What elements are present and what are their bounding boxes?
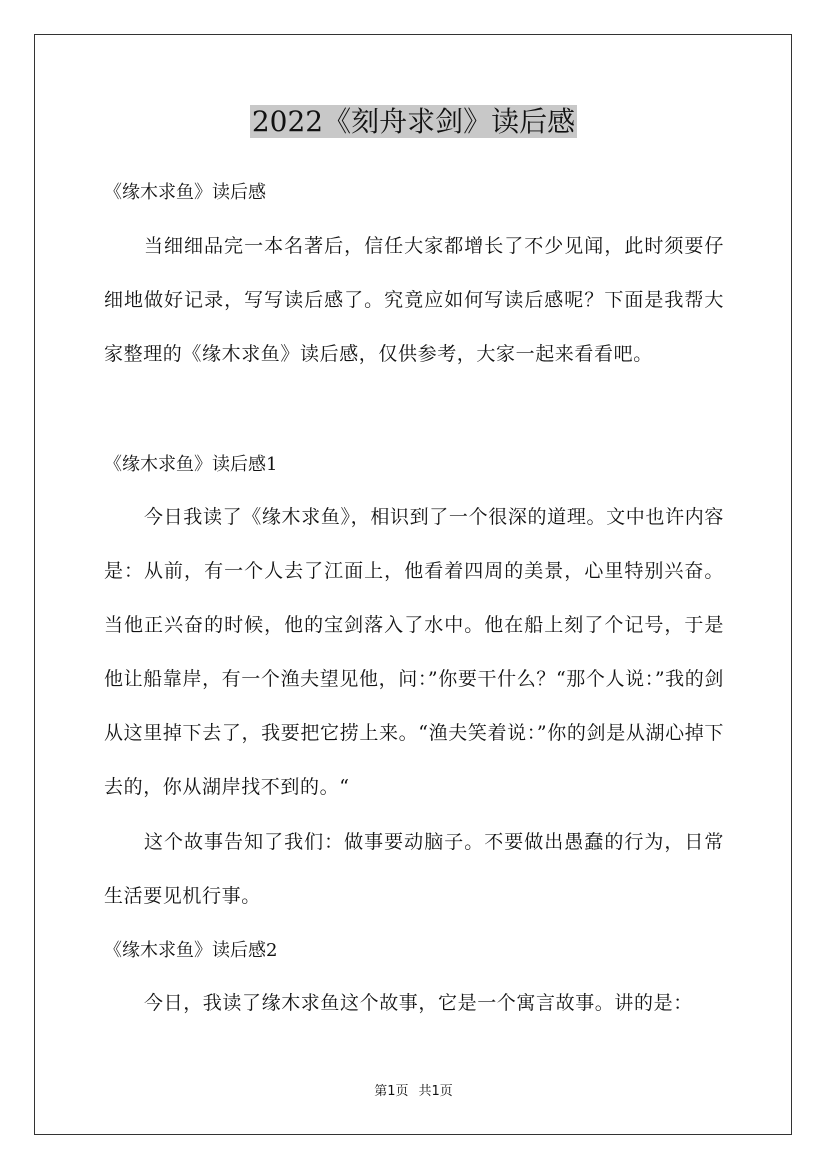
- intro-paragraph: 当细细品完一本名著后，信任大家都增长了不少见闻，此时须要仔细地做好记录，写写读后感了。究竟应如何写读后感呢？下面是我帮大家整理的《缘木求鱼》读后感，仅供参考，大家一起来看看吧。: [104, 235, 724, 365]
- section-1-paragraph-2: 这个故事告知了我们：做事要动脑子。不要做出愚蠢的行为，日常生活要见机行事。: [104, 831, 724, 907]
- intro-heading: 《缘木求鱼》读后感: [104, 182, 266, 203]
- page-total: 共1页: [418, 1084, 453, 1099]
- document-title: 2022《刻舟求剑》读后感: [251, 105, 576, 138]
- section-heading-1: 《缘木求鱼》读后感1: [104, 454, 278, 475]
- page-number: 第1页: [374, 1084, 409, 1099]
- section-heading-2: 《缘木求鱼》读后感2: [104, 940, 278, 961]
- section-1-paragraph-1: 今日我读了《缘木求鱼》，相识到了一个很深的道理。文中也许内容是：从前，有一个人去了江面上，他看着四周的美景，心里特别兴奋。当他正兴奋的时候，他的宝剑落入了水中。他在船上刻了个记号，于是他让船靠岸，有一个渔夫望见他，问：”你要干什么？“那个人说：”我的剑从这里掉下去了，我要把它捞上来。“渔夫笑着说：”你的剑是从湖心掉下去的，你从湖岸找不到的。“: [104, 506, 724, 798]
- section-2-paragraph-1: 今日，我读了缘木求鱼这个故事，它是一个寓言故事。讲的是：: [144, 992, 693, 1014]
- page-footer: [0, 1083, 827, 1101]
